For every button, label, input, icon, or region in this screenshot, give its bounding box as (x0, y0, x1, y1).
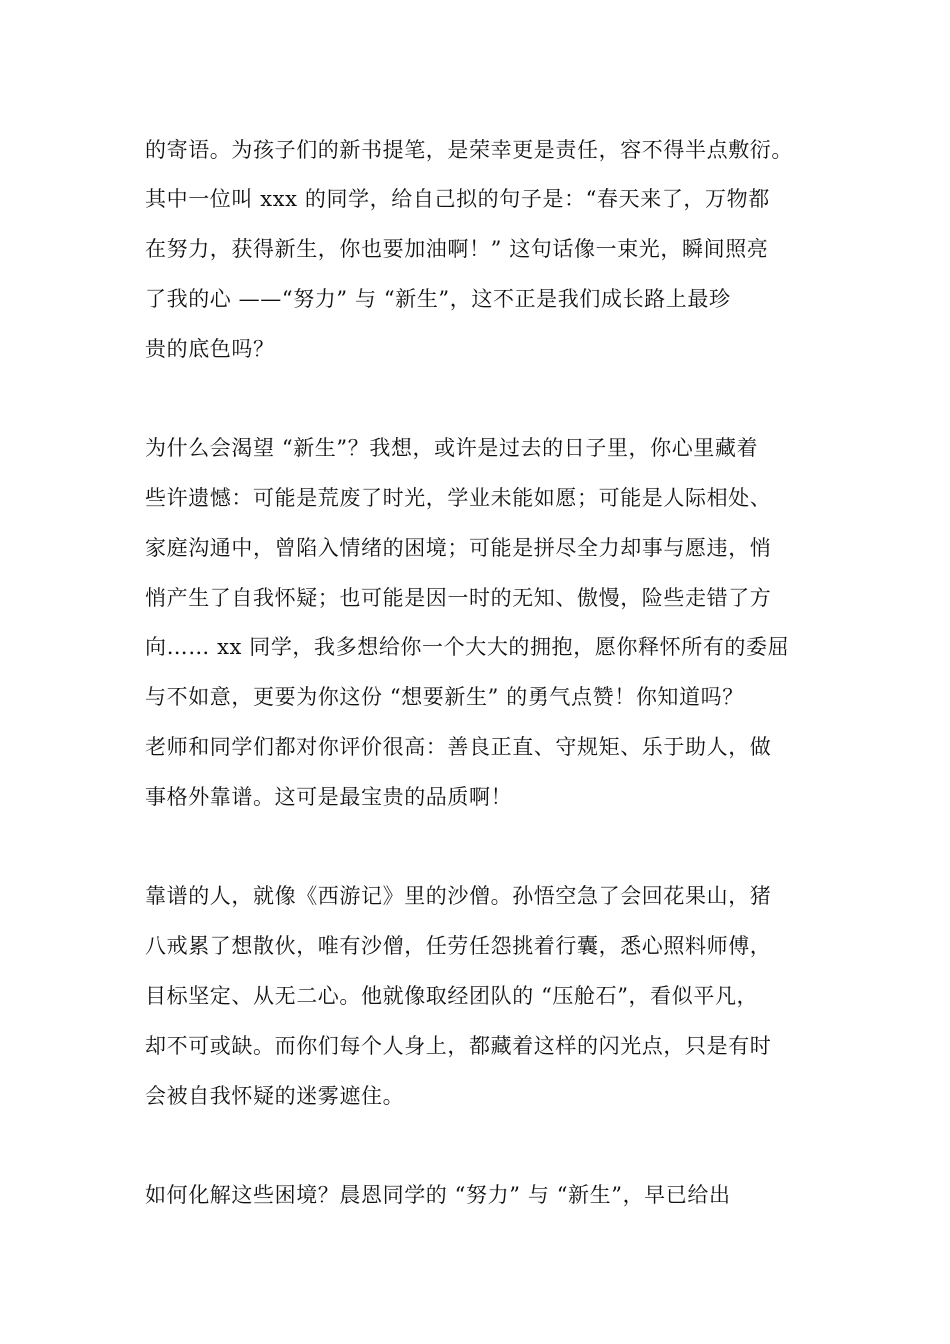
paragraph-2-line-7: 老师和同学们都对你评价很高：善良正直、守规矩、乐于助人，做 (145, 735, 772, 759)
paragraph-2-line-1: 为什么会渴望 “新生”？我想，或许是过去的日子里，你心里藏着 (145, 436, 759, 460)
paragraph-1-line-5: 贵的底色吗？ (145, 337, 275, 361)
paragraph-3-line-4: 却不可或缺。而你们每个人身上，都藏着这样的闪光点，只是有时 (145, 1034, 772, 1058)
paragraph-3-line-5: 会被自我怀疑的迷雾遮住。 (145, 1084, 405, 1108)
paragraph-2-line-5: 向…… xx 同学，我多想给你一个大大的拥抱，愿你释怀所有的委屈 (145, 635, 790, 659)
paragraph-1-line-4: 了我的心 ——“努力” 与 “新生”，这不正是我们成长路上最珍 (145, 287, 731, 311)
paragraph-3-line-2: 八戒累了想散伙，唯有沙僧，任劳任怨挑着行囊，悉心照料师傅， (145, 934, 772, 958)
paragraph-2-line-8: 事格外靠谱。这可是最宝贵的品质啊！ (145, 785, 513, 809)
paragraph-1-line-3: 在努力，获得新生，你也要加油啊！” 这句话像一束光，瞬间照亮 (145, 237, 769, 261)
paragraph-3-line-3: 目标坚定、从无二心。他就像取经团队的 “压舱石”，看似平凡， (145, 984, 759, 1008)
paragraph-2-line-6: 与不如意，更要为你这份 “想要新生” 的勇气点赞！你知道吗？ (145, 685, 744, 709)
paragraph-4-line-1: 如何化解这些困境？晨恩同学的 “努力” 与 “新生”，早已给出 (145, 1183, 731, 1207)
paragraph-1-line-2: 其中一位叫 xxx 的同学，给自己拟的句子是：“春天来了，万物都 (145, 187, 770, 211)
paragraph-2-line-2: 些许遗憾：可能是荒废了时光，学业未能如愿；可能是人际相处、 (145, 486, 772, 510)
paragraph-2-line-4: 悄产生了自我怀疑；也可能是因一时的无知、傲慢，险些走错了方 (145, 586, 772, 610)
paragraph-1-line-1: 的寄语。为孩子们的新书提笔，是荣幸更是责任，容不得半点敷衍。 (145, 138, 793, 162)
paragraph-2-line-3: 家庭沟通中，曾陷入情绪的困境；可能是拼尽全力却事与愿违，悄 (145, 536, 772, 560)
paragraph-3-line-1: 靠谱的人，就像《西游记》里的沙僧。孙悟空急了会回花果山，猪 (145, 884, 772, 908)
